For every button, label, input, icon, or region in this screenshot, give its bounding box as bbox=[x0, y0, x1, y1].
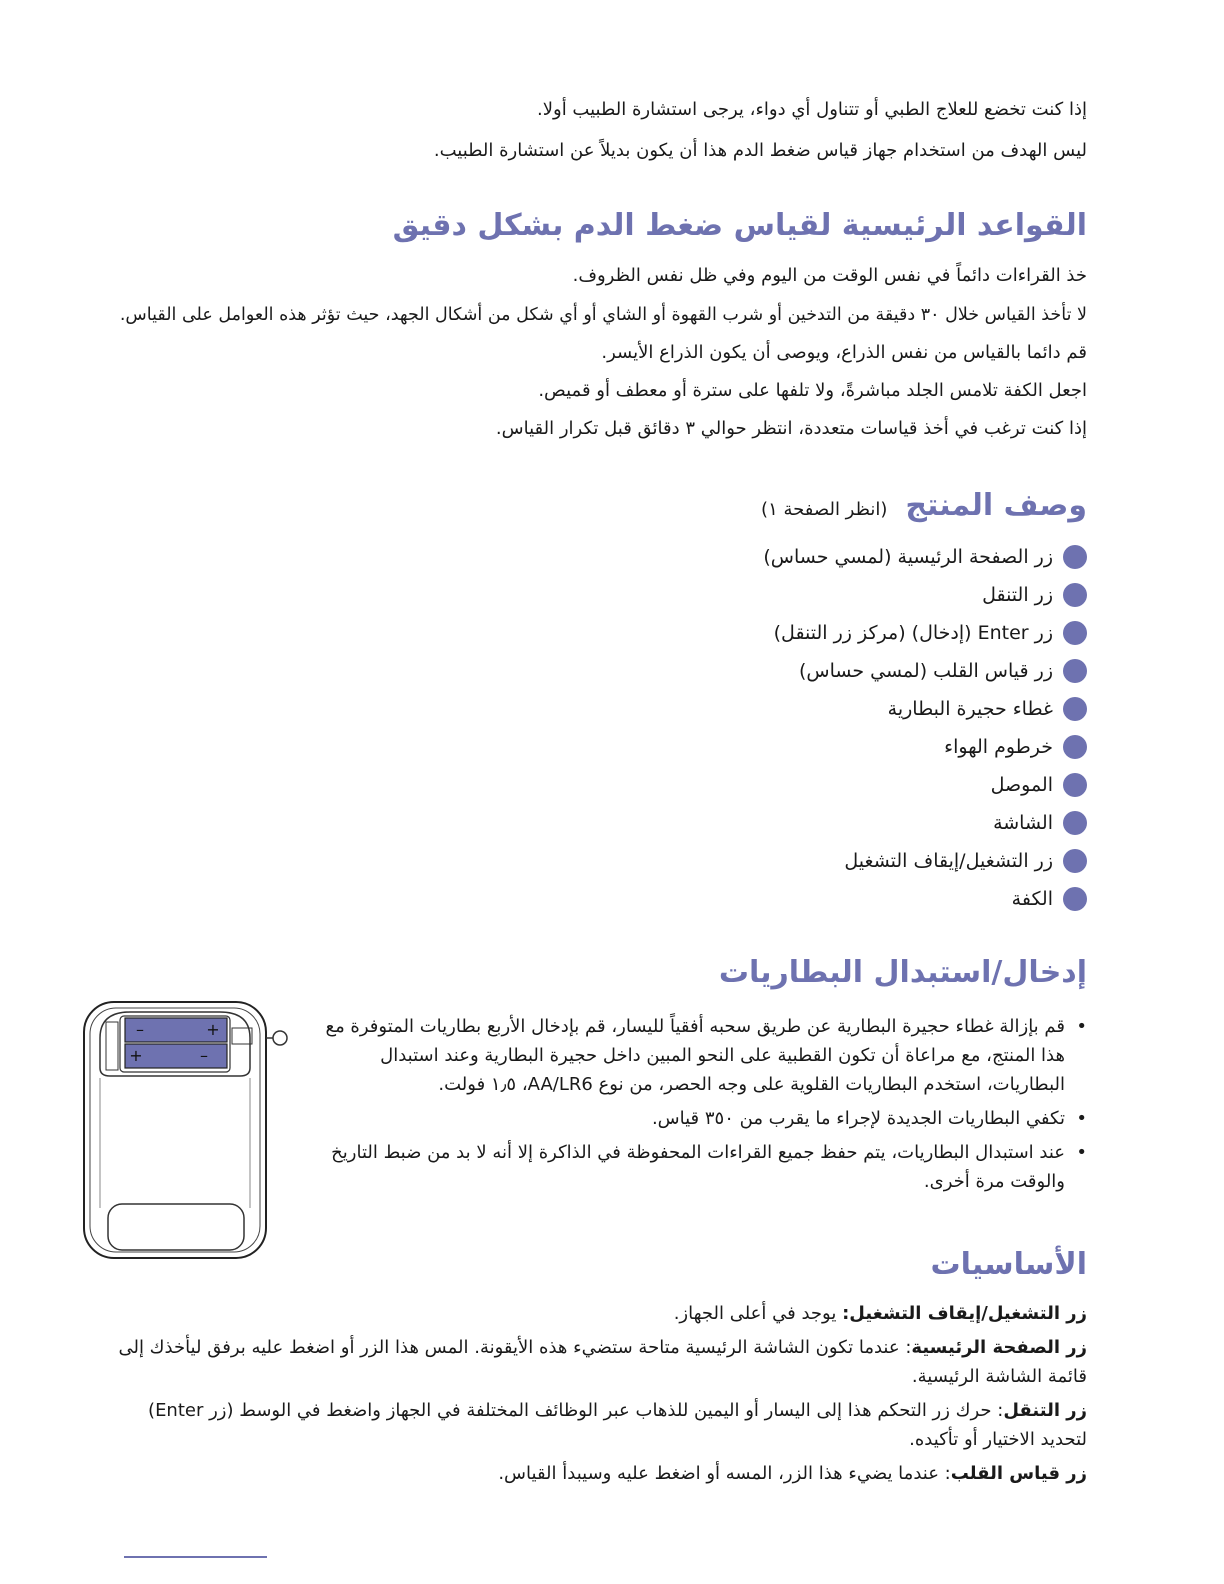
basics-entry: زر الصفحة الرئيسية: عندما تكون الشاشة الرئيسية متاحة ستضيء هذه الأيقونة. المس هذا الزر أو اضغط عليه برفق ليأخذك إلى قائمة الشاشة الرئيسية. bbox=[118, 1337, 1087, 1387]
rule-line: لا تأخذ القياس خلال ٣٠ دقيقة من التدخين أو شرب القهوة أو الشاي أو أي شكل من أشكال الجهد، حيث تؤثر هذه العوامل على القياس. bbox=[119, 305, 1087, 325]
bullet-dot-icon bbox=[1063, 583, 1087, 607]
list-item: • عند استبدال البطاريات، يتم حفظ جميع القراءات المحفوظة في الذاكرة إلا أنه لا بد من ضبط التاريخ والوقت مرة أخرى. bbox=[307, 1138, 1087, 1196]
list-item: غطاء حجيرة البطارية bbox=[763, 690, 1087, 728]
list-item: زر Enter (إدخال) (مركز زر التنقل) bbox=[763, 614, 1087, 652]
plus-label: + bbox=[129, 1046, 143, 1065]
basics-entry: زر التشغيل/إيقاف التشغيل: يوجد في أعلى الجهاز. bbox=[673, 1303, 1087, 1324]
rule-line: اجعل الكفة تلامس الجلد مباشرةً، ولا تلفها على سترة أو معطف أو قميص. bbox=[538, 380, 1087, 401]
bullet-dot-icon bbox=[1063, 697, 1087, 721]
bullet-dot-icon bbox=[1063, 811, 1087, 835]
list-item: خرطوم الهواء bbox=[763, 728, 1087, 766]
bullet-dot-icon bbox=[1063, 735, 1087, 759]
batteries-bullets bbox=[307, 1012, 1087, 1201]
product-heading bbox=[761, 486, 1087, 530]
bullet-dot-icon bbox=[1063, 545, 1087, 569]
list-item: الشاشة bbox=[763, 804, 1087, 842]
list-item: الكفة bbox=[763, 880, 1087, 918]
bullet-dot-icon bbox=[1063, 659, 1087, 683]
product-page-ref: (انظر الصفحة ١) bbox=[761, 499, 888, 520]
list-item: الموصل bbox=[763, 766, 1087, 804]
intro-line-2: ليس الهدف من استخدام جهاز قياس ضغط الدم هذا أن يكون بديلاً عن استشارة الطبيب. bbox=[433, 140, 1087, 161]
bullet-dot-icon bbox=[1063, 773, 1087, 797]
rule-line: إذا كنت ترغب في أخذ قياسات متعددة، انتظر حوالي ٣ دقائق قبل تكرار القياس. bbox=[495, 418, 1087, 439]
intro-line-1: إذا كنت تخضع للعلاج الطبي أو تتناول أي دواء، يرجى استشارة الطبيب أولا. bbox=[537, 99, 1087, 120]
list-item: زر التنقل bbox=[763, 576, 1087, 614]
product-title: وصف المنتج bbox=[905, 488, 1087, 523]
basics-entry: زر التنقل: حرك زر التحكم هذا إلى اليسار أو اليمين للذهاب عبر الوظائف المختلفة في الجهاز واضغط في الوسط (زر Enter) لتحديد الاختيار أو تأكيده. bbox=[148, 1400, 1087, 1450]
rule-line: خذ القراءات دائماً في نفس الوقت من اليوم وفي ظل نفس الظروف. bbox=[572, 265, 1087, 286]
bullet-dot-icon bbox=[1063, 849, 1087, 873]
minus-label: – bbox=[136, 1020, 144, 1039]
basics-heading: الأساسيات bbox=[930, 1247, 1087, 1282]
minus-label: – bbox=[200, 1046, 208, 1065]
list-item: • قم بإزالة غطاء حجيرة البطارية عن طريق سحبه أفقياً لليسار، قم بإدخال الأربع بطاريات المتوفرة مع هذا المنتج، مع مراعاة أن تكون القطبية على النحو المبين داخل حجيرة البطارية وعند استبدال البطاريات، استخدم البطاريات القلوية على وجه الحصر، من نوع AA/LR6، ١٫٥ فولت. bbox=[307, 1012, 1087, 1099]
footer-rule bbox=[124, 1556, 267, 1558]
bullet-dot-icon bbox=[1063, 887, 1087, 911]
batteries-heading: إدخال/استبدال البطاريات bbox=[718, 955, 1087, 990]
battery-device-illustration bbox=[80, 998, 294, 1262]
plus-label: + bbox=[206, 1020, 220, 1039]
list-item: زر التشغيل/إيقاف التشغيل bbox=[763, 842, 1087, 880]
rule-line: قم دائما بالقياس من نفس الذراع، ويوصى أن يكون الذراع الأيسر. bbox=[601, 342, 1087, 363]
list-item: • تكفي البطاريات الجديدة لإجراء ما يقرب من ٣٥٠ قياس. bbox=[307, 1104, 1087, 1133]
basics-section bbox=[107, 1299, 1087, 1493]
list-item: زر الصفحة الرئيسية (لمسي حساس) bbox=[763, 538, 1087, 576]
bullet-dot-icon bbox=[1063, 621, 1087, 645]
list-item: زر قياس القلب (لمسي حساس) bbox=[763, 652, 1087, 690]
hose-connector-icon bbox=[273, 1031, 287, 1045]
rules-heading: القواعد الرئيسية لقياس ضغط الدم بشكل دقيق bbox=[392, 208, 1087, 243]
basics-entry: زر قياس القلب: عندما يضيء هذا الزر، المسه أو اضغط عليه وسيبدأ القياس. bbox=[498, 1463, 1087, 1484]
product-parts-list bbox=[763, 538, 1087, 918]
